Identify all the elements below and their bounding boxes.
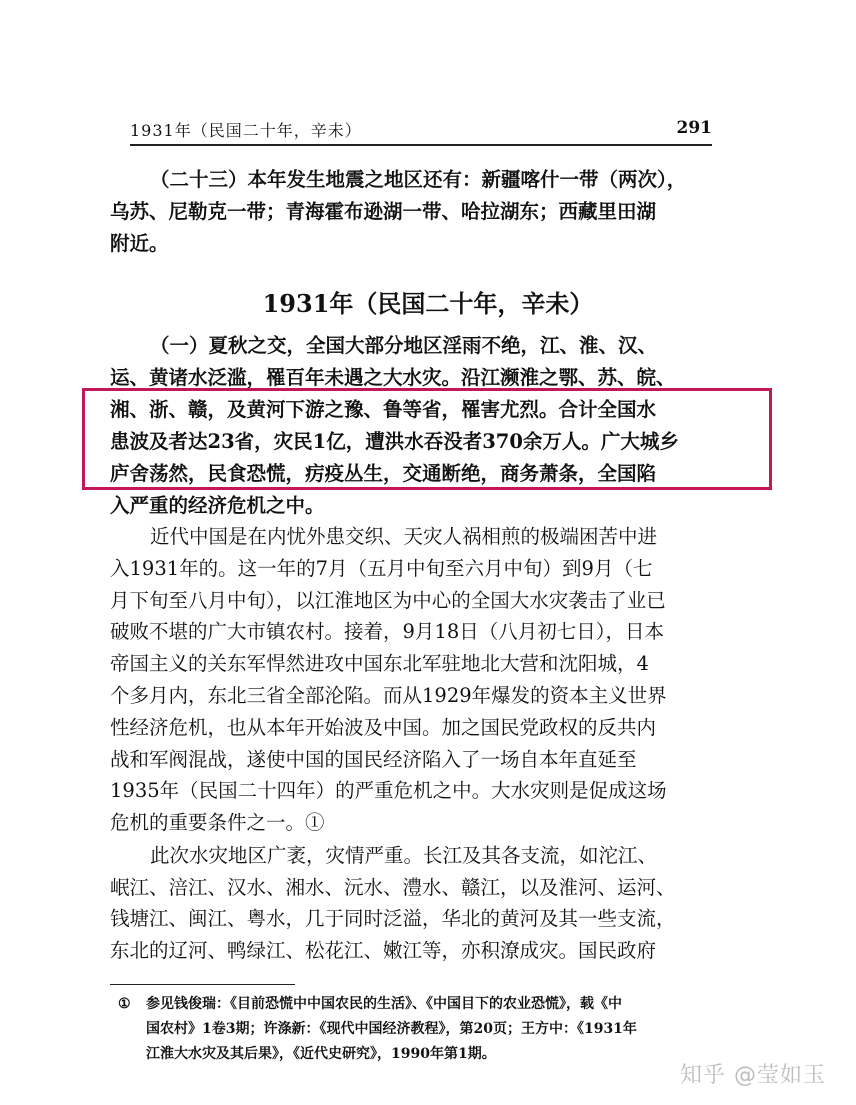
text-line: 入1931年的。这一年的7月（五月中旬至六月中旬）到9月（七 xyxy=(110,556,653,580)
text-line: 乌苏、尼勒克一带；青海霍布逊湖一带、哈拉湖东；西藏里田湖 xyxy=(110,200,657,223)
flood-region-paragraph xyxy=(110,840,728,966)
text-line: 帝国主义的关东军悍然进攻中国东北军驻地北大营和沈阳城，4 xyxy=(110,652,649,676)
watermark: 知乎 @莹如玉 xyxy=(680,1063,826,1088)
running-header-title: 1931年（民国二十年，辛未） xyxy=(130,121,362,140)
text-line: 湘、浙、赣，及黄河下游之豫、鲁等省，罹害尤烈。合计全国水 xyxy=(110,398,657,421)
footnote-line: 江淮大水灾及其后果》，《近代史研究》，1990年第1期。 xyxy=(146,1046,496,1062)
text-line: （一）夏秋之交，全国大部分地区淫雨不绝，江、淮、汉、 xyxy=(150,334,658,357)
footnote xyxy=(118,992,728,1067)
earthquake-note-paragraph xyxy=(110,164,728,260)
section-title: 1931年（民国二十年，辛未） xyxy=(262,289,594,318)
text-line: 岷江、涪江、汉水、湘水、沅水、澧水、赣江，以及淮河、运河、 xyxy=(110,875,676,899)
highlight-box xyxy=(82,388,772,490)
footnote-mark: ① xyxy=(118,996,131,1012)
text-line: 运、黄诸水泛滥，罹百年未遇之大水灾。沿江濒淮之鄂、苏、皖、 xyxy=(110,366,676,389)
footnote-line: 参见钱俊瑞：《目前恐慌中中国农民的生活》、《中国目下的农业恐慌》，载《中 xyxy=(146,996,622,1012)
text-line: 患波及者达23省，灾民1亿，遭洪水吞没者370余万人。广大城乡 xyxy=(110,430,679,453)
text-line: 战和军阀混战，遂使中国的国民经济陷入了一场自本年直延至 xyxy=(110,747,637,771)
text-line: 个多月内，东北三省全部沦陷。而从1929年爆发的资本主义世界 xyxy=(110,683,667,707)
context-paragraph xyxy=(110,521,728,839)
text-line: 庐舍荡然，民食恐慌，疠疫丛生，交通断绝，商务萧条，全国陷 xyxy=(110,462,657,485)
text-line: 性经济危机，也从本年开始波及中国。加之国民党政权的反共内 xyxy=(110,715,657,739)
text-line: 此次水灾地区广袤，灾情严重。长江及其各支流，如沱江、 xyxy=(150,844,658,867)
text-line: 东北的辽河、鸭绿江、松花江、嫩江等，亦积潦成灾。国民政府 xyxy=(110,938,657,962)
text-line: 附近。 xyxy=(110,232,169,255)
text-line: 钱塘江、闽江、粤水，几于同时泛溢，华北的黄河及其一些支流， xyxy=(110,907,676,930)
text-line: 破败不堪的广大市镇农村。接着，9月18日（八月初七日），日本 xyxy=(110,620,664,644)
text-line: （二十三）本年发生地震之地区还有：新疆喀什一带（两次）， xyxy=(150,168,687,191)
running-header xyxy=(130,118,712,146)
text-line: 近代中国是在内忧外患交织、天灾人祸相煎的极端困苦中进 xyxy=(150,525,658,548)
text-line: 月下旬至八月中旬），以江淮地区为中心的全国大水灾袭击了业已 xyxy=(110,588,666,612)
text-line: 入严重的经济危机之中。 xyxy=(110,494,325,517)
page-number: 291 xyxy=(676,118,712,138)
text-line: 危机的重要条件之一。① xyxy=(110,811,325,835)
text-line: 1935年（民国二十四年）的严重危机之中。大水灾则是促成这场 xyxy=(110,779,667,803)
footnote-line: 国农村》1卷3期；许涤新：《现代中国经济教程》，第20页；王方中：《1931年 xyxy=(146,1021,637,1037)
footnote-divider xyxy=(110,984,295,985)
